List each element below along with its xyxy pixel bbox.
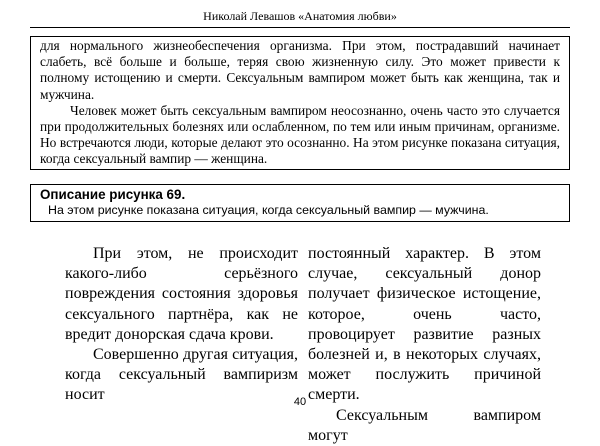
header-divider — [30, 27, 570, 28]
figure-caption-frame — [30, 184, 570, 222]
page-number: 40 — [293, 396, 307, 408]
body-paragraph: Сексуальным вампиром могут — [308, 406, 541, 444]
body-paragraph: постоянный характер. В этом случае, сексуальный донор получает физическое истощение, которое, очень часто, провоцирует развитие разных болезней и, в некоторых случаях, может послужить причиной смерти. — [308, 245, 541, 404]
running-header: Николай Левашов «Анатомия любви» — [203, 9, 397, 23]
body-column-right — [308, 244, 541, 446]
frame-paragraph-1: для нормального жизнеобеспечения организма. При этом, пострадавший начинает слабеть, всё больше и больше, теряя свою жизненную силу. Это может привести к полному истощению и смерти. Сексуальным вампиром может быть как женщина, так и мужчина. — [40, 38, 560, 102]
frame-paragraph-2: Человек может быть сексуальным вампиром неосознанно, очень часто это случается при продолжительных болезнях или ослабленном, по тем или иным причинам, организме. Но встречаются люди, которые делают это осознанно. На этом рисунке показана ситуация, когда сексуальный вампир — женщина. — [40, 102, 560, 167]
body-column-left — [65, 244, 298, 406]
caption-text: На этом рисунке показана ситуация, когда сексуальный вампир — мужчина. — [48, 203, 489, 217]
body-paragraph: Совершенно другая ситуация, когда сексуальный вампиризм носит — [65, 346, 298, 404]
text-frame — [30, 36, 570, 170]
body-paragraph: При этом, не происходит какого-либо серьёзного повреждения состояния здоровья сексуального партнёра, как не вредит донорская сдача крови. — [65, 245, 298, 343]
caption-title: Описание рисунка 69. — [40, 187, 186, 202]
